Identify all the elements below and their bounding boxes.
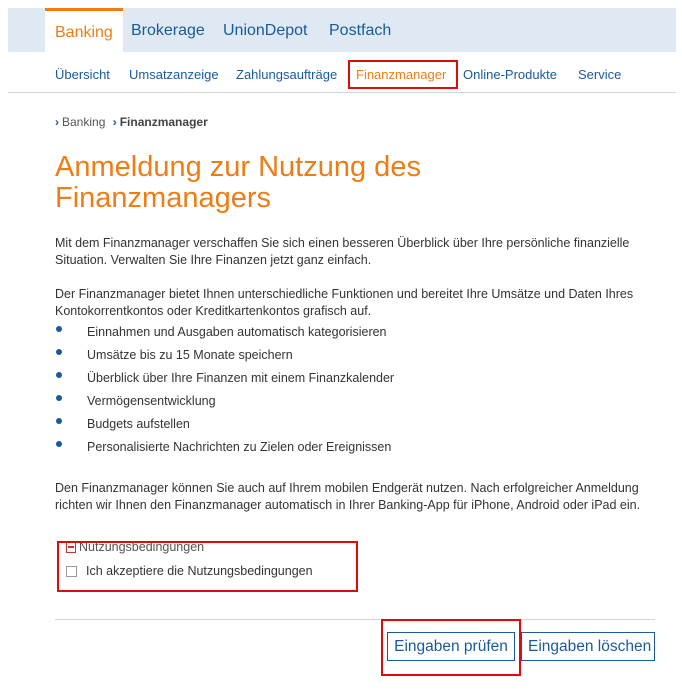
bullet-icon — [56, 441, 62, 447]
terms-pdf-link[interactable]: Nutzungsbedingungen — [66, 540, 204, 554]
accept-terms-checkbox[interactable] — [66, 566, 77, 577]
chevron-right-icon: › — [55, 115, 59, 129]
feature-list — [55, 323, 394, 461]
pdf-icon — [66, 541, 76, 553]
list-item: Umsätze bis zu 15 Monate speichern — [55, 346, 394, 369]
breadcrumb-banking[interactable]: Banking — [62, 115, 106, 129]
list-item: Budgets aufstellen — [55, 415, 394, 438]
subnav-zahlungsauftraege[interactable]: Zahlungsaufträge — [236, 67, 338, 82]
tab-brokerage[interactable]: Brokerage — [131, 22, 205, 39]
form-divider — [55, 619, 655, 620]
tab-uniondepot[interactable]: UnionDepot — [223, 22, 308, 39]
bullet-icon — [56, 326, 62, 332]
breadcrumb — [55, 115, 208, 129]
nav-divider — [8, 92, 676, 93]
mobile-note-text: Den Finanzmanager können Sie auch auf Ihrem mobilen Endgerät nutzen. Nach erfolgreicher Anmeldung richten wir Ihnen den Finanzmanager automatisch in Ihrer Banking-App für iPhone, Android oder iPad ein. — [55, 481, 641, 512]
bullet-icon — [56, 395, 62, 401]
chevron-right-icon: › — [112, 115, 117, 129]
bullet-icon — [56, 372, 62, 378]
list-item: Überblick über Ihre Finanzen mit einem Finanzkalender — [55, 369, 394, 392]
intro-text: Mit dem Finanzmanager verschaffen Sie sich einen besseren Überblick über Ihre persönliche finanzielle Situation. Verwalten Sie Ihre Finanzen jetzt ganz einfach. — [55, 236, 630, 267]
breadcrumb-current: Finanzmanager — [119, 115, 208, 129]
accept-terms-row[interactable] — [66, 564, 313, 578]
list-item: Personalisierte Nachrichten zu Zielen oder Ereignissen — [55, 438, 394, 461]
bullet-icon — [56, 418, 62, 424]
bullet-icon — [56, 349, 62, 355]
subnav-finanzmanager[interactable]: Finanzmanager — [356, 67, 447, 82]
subnav-service[interactable]: Service — [578, 67, 622, 82]
subnav-umsatzanzeige[interactable]: Umsatzanzeige — [129, 67, 219, 82]
tab-banking[interactable]: Banking — [45, 8, 123, 52]
sub-nav — [0, 52, 682, 92]
check-input-button[interactable]: Eingaben prüfen — [387, 632, 515, 661]
accept-terms-label: Ich akzeptiere die Nutzungsbedingungen — [86, 564, 313, 578]
list-item: Vermögensentwicklung — [55, 392, 394, 415]
page-title: Anmeldung zur Nutzung des Finanzmanagers — [55, 151, 421, 214]
tab-postfach[interactable]: Postfach — [329, 22, 392, 39]
list-item: Einnahmen und Ausgaben automatisch kategorisieren — [55, 323, 394, 346]
features-intro-text: Der Finanzmanager bietet Ihnen unterschiedliche Funktionen und bereitet Ihre Umsätze und Daten Ihres Kontokorrentkontos oder Kreditkartenkontos grafisch auf. — [55, 287, 634, 318]
clear-input-button[interactable]: Eingaben löschen — [521, 632, 655, 661]
subnav-online-produkte[interactable]: Online-Produkte — [463, 67, 557, 82]
subnav-uebersicht[interactable]: Übersicht — [55, 67, 110, 82]
